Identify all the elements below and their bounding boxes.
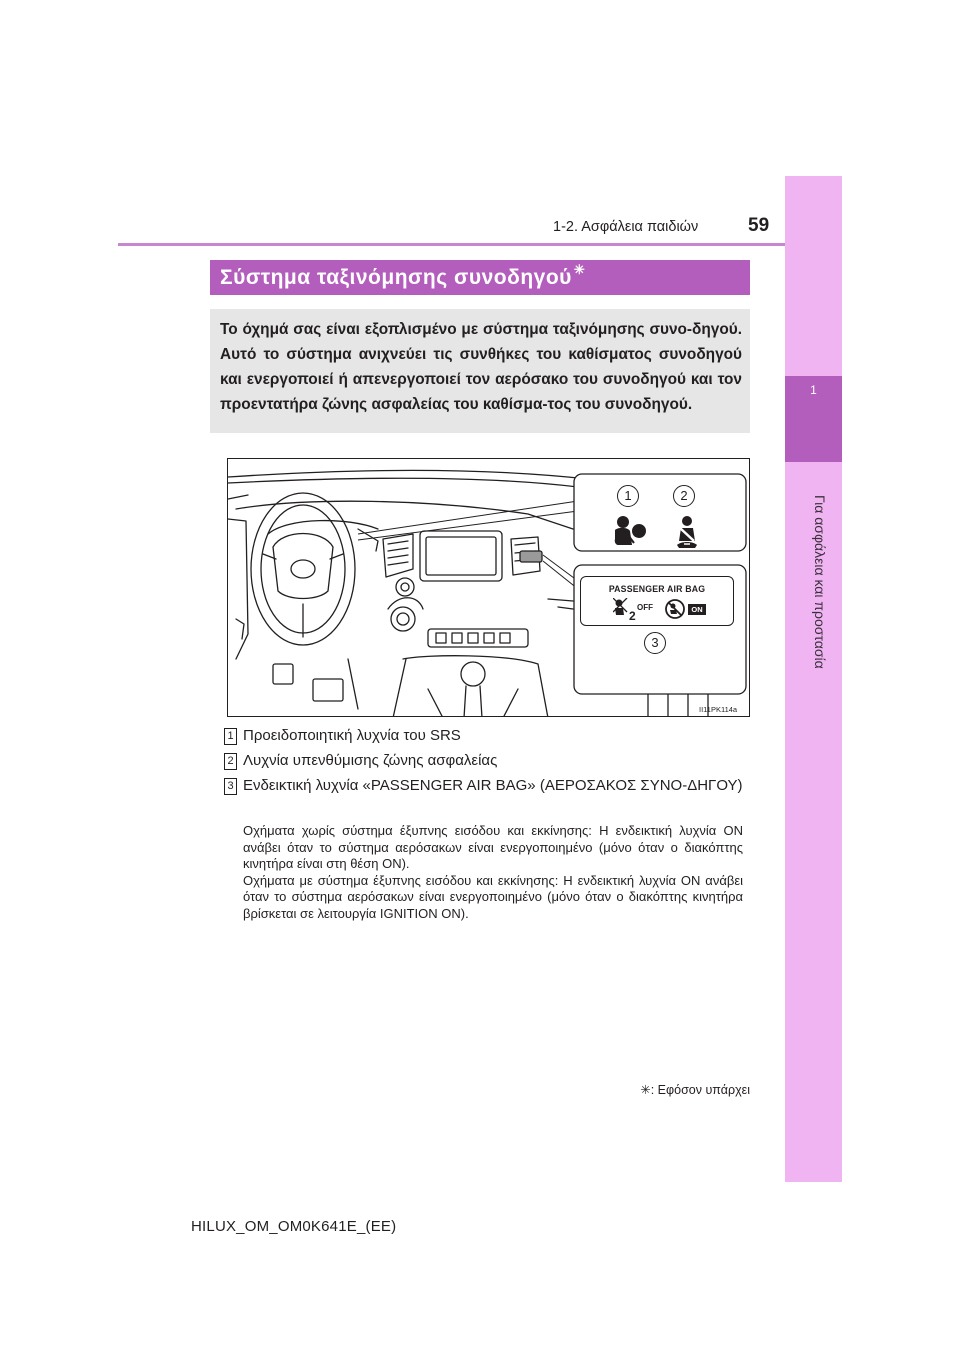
note-paragraph-with-smart-entry: Οχήματα με σύστημα έξυπνης εισόδου και εκκίνησης: Η ενδεικτική λυχνία ON ανάβει όταν το σύστημα αερόσακων είναι ενεργοποιημένο (μόνο όταν ο διακόπτης κινητήρα βρίσκεται σε λειτουργία IGNITION ON). xyxy=(243,872,743,921)
footnote-text: : Εφόσον υπάρχει xyxy=(650,1083,750,1097)
list-number-3: 3 xyxy=(224,778,237,795)
optional-equipment-marker: ✳ xyxy=(573,262,586,277)
list-item-passenger-airbag-indicator: Ενδεικτική λυχνία «PASSENGER AIR BAG» (ΑΕΡΟΣΑΚΟΣ ΣΥΝΟ-ΔΗΓΟΥ) xyxy=(243,777,743,794)
page-title-text: Σύστημα ταξινόμησης συνοδηγού xyxy=(220,266,572,289)
callout-number-3: 3 xyxy=(651,635,659,650)
side-tab-chapter-label: Για ασφάλεια και προστασία xyxy=(812,495,828,669)
side-tab-chapter-number: 1 xyxy=(810,383,817,397)
passenger-airbag-label: PASSENGER AIR BAG xyxy=(608,584,706,595)
airbag-off-seat-number: 2 xyxy=(629,609,636,623)
illustration-code: II11PK114a xyxy=(699,705,738,714)
airbag-on-indicator-icon xyxy=(665,599,685,619)
seatbelt-reminder-icon xyxy=(671,515,703,549)
airbag-off-label: OFF xyxy=(637,603,653,612)
page-number: 59 xyxy=(748,215,770,236)
list-number-2: 2 xyxy=(224,753,237,770)
list-item-srs-warning-light: Προειδοποιητική λυχνία του SRS xyxy=(243,727,461,744)
airbag-on-label: ON xyxy=(688,604,706,615)
footnote xyxy=(600,1082,750,1097)
callout-circle-3 xyxy=(644,632,666,654)
footnote-marker: ✳ xyxy=(640,1083,651,1097)
note-paragraph-without-smart-entry: Οχήματα χωρίς σύστημα έξυπνης εισόδου και εκκίνησης: Η ενδεικτική λυχνία ON ανάβει όταν το σύστημα αερόσακων είναι ενεργοποιημένο (μόνο όταν ο διακόπτης κινητήρα είναι στη θέση ON). xyxy=(243,823,743,871)
callout-number-2: 2 xyxy=(680,488,688,503)
callout-circle-2 xyxy=(673,485,695,507)
srs-warning-icon xyxy=(612,515,648,549)
callout-circle-1 xyxy=(617,485,639,507)
page-title xyxy=(220,262,586,290)
header-rule xyxy=(118,243,786,246)
callout-number-1: 1 xyxy=(624,488,632,503)
indicator-note xyxy=(243,823,743,922)
manual-code: HILUX_OM_OM0K641E_(EE) xyxy=(191,1218,397,1235)
intro-text: Το όχημά σας είναι εξοπλισμένο με σύστημα ταξινόμησης συνο-δηγού. Αυτό το σύστημα ανιχνεύει τις συνθήκες του καθίσματος συνοδηγού και ενεργοποιεί ή απενεργοποιεί τον αερόσακο του συνοδηγού και τον προεντατήρα ζώνης ασφαλείας του καθίσμα-τος του συνοδηγού. xyxy=(220,321,742,413)
list-item-seatbelt-reminder-light: Λυχνία υπενθύμισης ζώνης ασφαλείας xyxy=(243,752,498,769)
list-number-1: 1 xyxy=(224,728,237,745)
section-title: 1-2. Ασφάλεια παιδιών xyxy=(553,219,699,235)
